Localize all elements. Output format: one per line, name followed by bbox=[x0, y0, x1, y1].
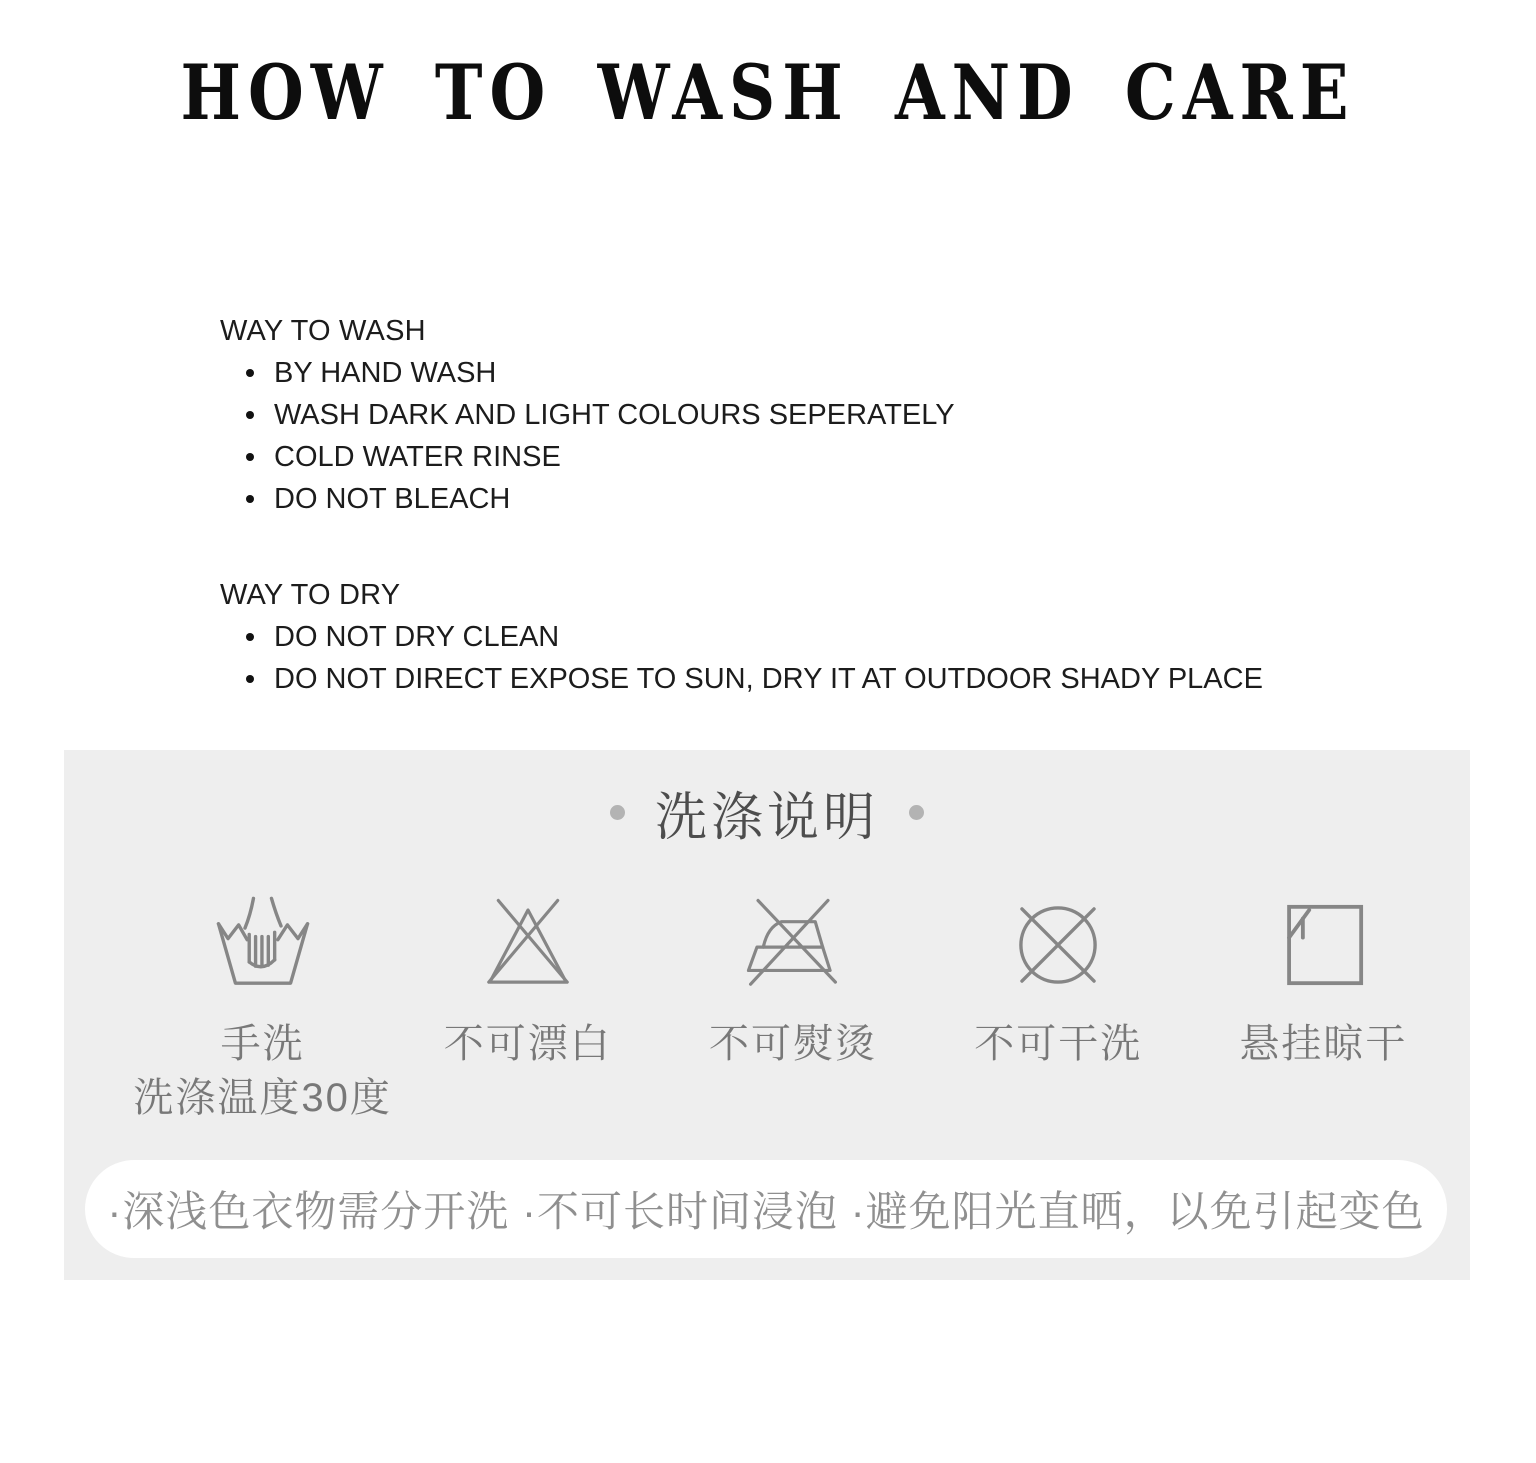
list-item: DO NOT DIRECT EXPOSE TO SUN, DRY IT AT OUTDOOR SHADY PLACE bbox=[246, 658, 1536, 700]
care-item-hang-dry bbox=[1191, 892, 1456, 1124]
do-not-iron-icon bbox=[740, 892, 846, 998]
list-item: COLD WATER RINSE bbox=[246, 436, 1536, 478]
care-symbols-panel bbox=[64, 750, 1470, 1280]
panel-title: 洗涤说明 bbox=[654, 788, 879, 847]
hand-wash-icon bbox=[210, 892, 316, 998]
do-not-bleach-icon bbox=[475, 892, 581, 998]
list-item: DO NOT BLEACH bbox=[246, 478, 1536, 520]
icon-label: 手洗 bbox=[220, 1022, 305, 1066]
care-item-do-not-iron bbox=[660, 892, 925, 1124]
dry-section bbox=[220, 574, 1536, 700]
care-note-text: ·深浅色衣物需分开洗 ·不可长时间浸泡 ·避免阳光直晒，以免引起变色 bbox=[107, 1188, 1425, 1235]
icon-label: 不可漂白 bbox=[443, 1022, 612, 1066]
care-item-hand-wash bbox=[130, 892, 395, 1124]
do-not-dry-clean-icon bbox=[1005, 892, 1111, 998]
dry-section-heading: WAY TO DRY bbox=[220, 579, 401, 611]
wash-section bbox=[220, 310, 1536, 520]
decorative-dot-left bbox=[610, 805, 625, 820]
list-item: DO NOT DRY CLEAN bbox=[246, 616, 1536, 658]
list-item: BY HAND WASH bbox=[246, 352, 1536, 394]
english-instructions bbox=[220, 310, 1536, 700]
wash-list bbox=[220, 352, 1536, 520]
list-item: WASH DARK AND LIGHT COLOURS SEPERATELY bbox=[246, 394, 1536, 436]
icon-label: 不可熨烫 bbox=[709, 1022, 877, 1066]
dry-list bbox=[220, 616, 1536, 700]
care-item-do-not-bleach bbox=[395, 892, 660, 1124]
page-title: HOW TO WASH AND CARE bbox=[180, 49, 1356, 139]
care-note-pill bbox=[85, 1160, 1447, 1258]
icon-label: 悬挂晾干 bbox=[1239, 1022, 1408, 1066]
hang-dry-icon bbox=[1270, 892, 1376, 998]
icon-sublabel: 洗涤温度30度 bbox=[133, 1076, 392, 1120]
wash-section-heading: WAY TO WASH bbox=[220, 315, 426, 347]
care-item-do-not-dry-clean bbox=[926, 892, 1191, 1124]
decorative-dot-right bbox=[909, 805, 924, 820]
icon-label: 不可干洗 bbox=[974, 1022, 1143, 1066]
care-icons-row bbox=[64, 892, 1470, 1124]
panel-title-row bbox=[64, 780, 1470, 847]
